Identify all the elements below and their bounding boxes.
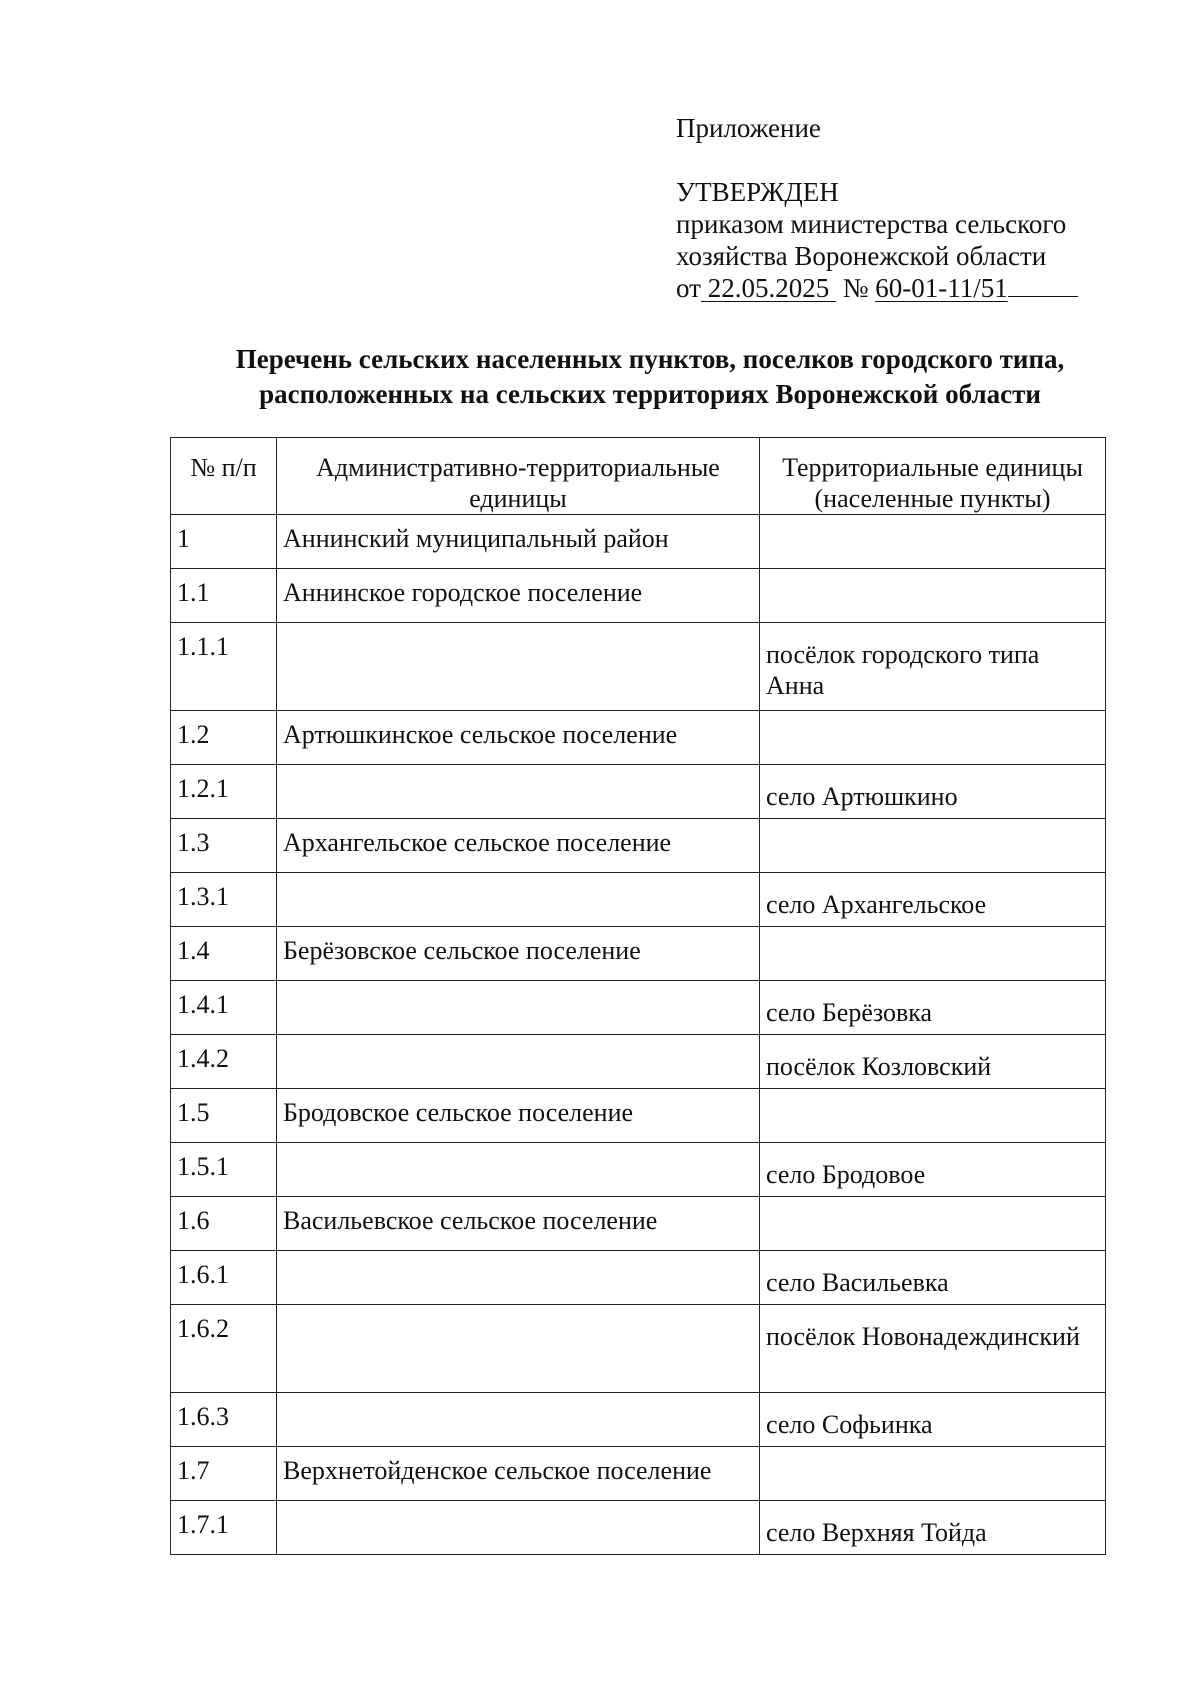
- title-line-1: Перечень сельских населенных пунктов, поселков городского типа,: [235, 344, 1065, 374]
- territorial-unit: село Артюшкино: [760, 765, 1106, 819]
- territorial-unit: [760, 569, 1106, 623]
- territorial-unit: [760, 1197, 1106, 1251]
- admin-unit: [277, 1143, 760, 1197]
- row-number: 1.6: [171, 1197, 277, 1251]
- row-number: 1.6.3: [171, 1393, 277, 1447]
- row-number: 1.1: [171, 569, 277, 623]
- table-row: [171, 711, 1106, 765]
- table-row: [171, 515, 1106, 569]
- table-row: [171, 1251, 1106, 1305]
- admin-unit: Васильевское сельское поселение: [277, 1197, 760, 1251]
- table-body: [171, 515, 1106, 1555]
- territorial-unit: село Васильевка: [760, 1251, 1106, 1305]
- territorial-unit: [760, 1089, 1106, 1143]
- admin-unit: Артюшкинское сельское поселение: [277, 711, 760, 765]
- admin-unit: Берёзовское сельское поселение: [277, 927, 760, 981]
- territorial-unit: посёлок Новонадеждинский: [760, 1305, 1106, 1393]
- table-row: [171, 1197, 1106, 1251]
- table-row: [171, 981, 1106, 1035]
- admin-unit: [277, 623, 760, 711]
- admin-unit: Верхнетойденское сельское поселение: [277, 1447, 760, 1501]
- title-line-2: расположенных на сельских территориях Воронежской области: [259, 379, 1041, 409]
- territorial-unit: село Бродовое: [760, 1143, 1106, 1197]
- document-title: [150, 342, 1150, 412]
- admin-unit: Архангельское сельское поселение: [277, 819, 760, 873]
- row-number: 1.3: [171, 819, 277, 873]
- table-row: [171, 1143, 1106, 1197]
- table-row: [171, 1447, 1106, 1501]
- table-row: [171, 1393, 1106, 1447]
- territorial-unit: село Верхняя Тойда: [760, 1501, 1106, 1555]
- row-number: 1.5: [171, 1089, 277, 1143]
- territorial-unit: [760, 1447, 1106, 1501]
- table-row: [171, 873, 1106, 927]
- date-prefix: от: [676, 273, 701, 303]
- approval-block: [676, 112, 1116, 304]
- header-admin: Административно-территориальные единицы: [277, 438, 760, 515]
- table-row: [171, 1501, 1106, 1555]
- territorial-unit: село Архангельское: [760, 873, 1106, 927]
- number-underline: [1008, 272, 1078, 297]
- territorial-unit: [760, 711, 1106, 765]
- admin-unit: [277, 1501, 760, 1555]
- table-row: [171, 1035, 1106, 1089]
- table-row: [171, 927, 1106, 981]
- row-number: 1.5.1: [171, 1143, 277, 1197]
- territorial-unit: село Берёзовка: [760, 981, 1106, 1035]
- admin-unit: [277, 1035, 760, 1089]
- territorial-unit: [760, 515, 1106, 569]
- row-number: 1.6.2: [171, 1305, 277, 1393]
- admin-unit: Аннинский муниципальный район: [277, 515, 760, 569]
- row-number: 1.2.1: [171, 765, 277, 819]
- header-unit: Территориальные единицы (населенные пункты): [760, 438, 1106, 515]
- row-number: 1.7.1: [171, 1501, 277, 1555]
- order-date-line: [676, 272, 1116, 304]
- territorial-unit: [760, 927, 1106, 981]
- row-number: 1.1.1: [171, 623, 277, 711]
- header-num: № п/п: [171, 438, 277, 515]
- territorial-unit: посёлок Козловский: [760, 1035, 1106, 1089]
- row-number: 1.4: [171, 927, 277, 981]
- number-prefix: №: [842, 273, 869, 303]
- admin-unit: [277, 1305, 760, 1393]
- admin-unit: [277, 1251, 760, 1305]
- table-header-row: [171, 438, 1106, 515]
- table-row: [171, 1305, 1106, 1393]
- table-row: [171, 765, 1106, 819]
- row-number: 1.3.1: [171, 873, 277, 927]
- admin-unit: Аннинское городское поселение: [277, 569, 760, 623]
- row-number: 1.2: [171, 711, 277, 765]
- table-row: [171, 569, 1106, 623]
- admin-unit: [277, 873, 760, 927]
- approved-label: УТВЕРЖДЕН: [676, 177, 839, 207]
- row-number: 1.6.1: [171, 1251, 277, 1305]
- order-number: 60-01-11/51: [875, 273, 1008, 303]
- row-number: 1.4.2: [171, 1035, 277, 1089]
- table-row: [171, 623, 1106, 711]
- row-number: 1: [171, 515, 277, 569]
- territorial-unit: село Софьинка: [760, 1393, 1106, 1447]
- territorial-unit: посёлок городского типа Анна: [760, 623, 1106, 711]
- admin-unit: [277, 1393, 760, 1447]
- row-number: 1.4.1: [171, 981, 277, 1035]
- table-row: [171, 819, 1106, 873]
- territorial-unit: [760, 819, 1106, 873]
- order-date: 22.05.2025: [707, 273, 830, 303]
- row-number: 1.7: [171, 1447, 277, 1501]
- table-row: [171, 1089, 1106, 1143]
- admin-unit: [277, 981, 760, 1035]
- appendix-label: Приложение: [676, 113, 821, 143]
- admin-unit: Бродовское сельское поселение: [277, 1089, 760, 1143]
- admin-unit: [277, 765, 760, 819]
- order-line-1: приказом министерства сельского: [676, 209, 1067, 239]
- settlements-table: [170, 437, 1106, 1555]
- order-line-2: хозяйства Воронежской области: [676, 241, 1047, 271]
